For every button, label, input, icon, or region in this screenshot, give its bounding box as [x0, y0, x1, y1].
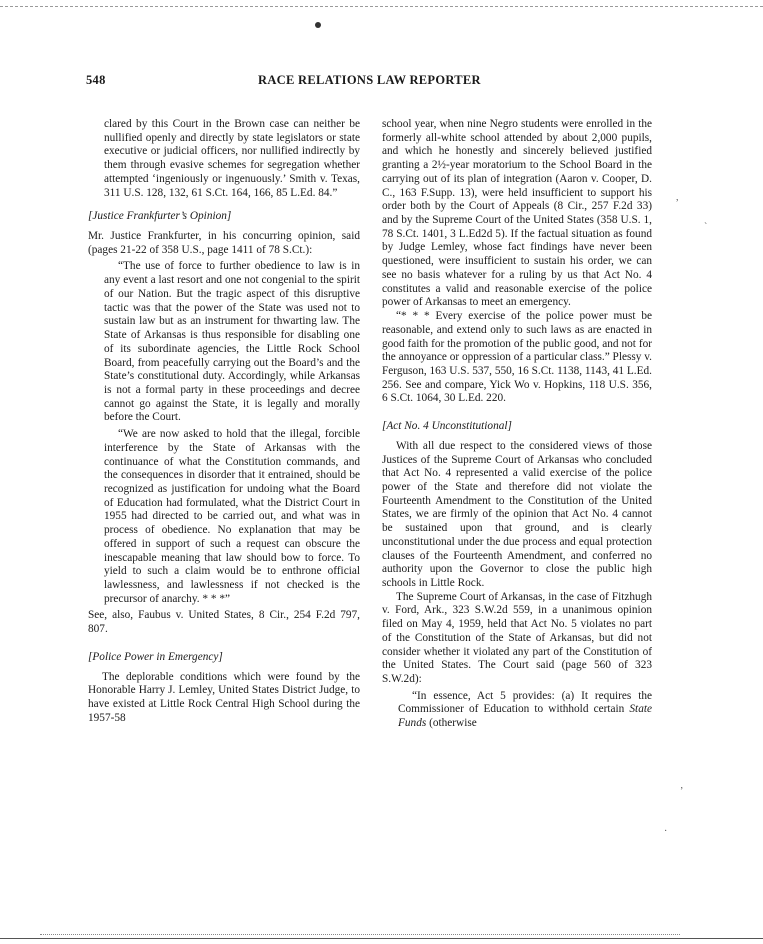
heading-police-power: [Police Power in Emergency]	[88, 650, 223, 663]
scan-edge-bottom-dotted	[40, 934, 680, 935]
moratorium-paragraph: school year, when nine Negro students were enrolled in the formerly all-white school attended by about 2,000 pupils, and which he honestly and sincerely believed justified granting a 2½-year moratorium to the School Board in the carrying out of its plan of integration (Aaron v. Cooper, D. C., 163 F.Supp. 13), were held insufficient to support his order both by the Court of Appeals (8 Cir., 257 F.2d 33) and by the Supreme Court of the United States (358 U.S. 1, 78 S.Ct. 1401, 3 L.Ed2d 5). If the factual situation as found by Judge Lemley, whose fact findings have never been questioned, were insufficient to sustain his order, we can see no basis whatever for a ruling by us that Act No. 4 constitutes a valid and reasonable exercise of the police power of Arkansas to meet an emergency.	[382, 118, 652, 309]
act-5-quote	[382, 690, 652, 731]
scan-edge-bottom	[0, 938, 763, 939]
opening-quote-continuation: clared by this Court in the Brown case can neither be nullified openly and directly by state legislators or state executive or judicial officers, nor nullified indirectly by them through evasive schemes for segregation whether attempted ‘ingeniously or ingenuously.’ Smith v. Texas, 311 U.S. 128, 132, 61 S.Ct. 164, 166, 85 L.Ed. 84.”	[104, 118, 360, 199]
state-funds-italic: State Funds	[398, 703, 652, 730]
frankfurter-intro-paragraph: Mr. Justice Frankfurter, in his concurring opinion, said (pages 21-22 of 358 U.S., page 1411 of 78 S.Ct.):	[88, 230, 360, 256]
act-5-quote-tail: (otherwise	[426, 717, 477, 730]
heading-act-4-unconstitutional: [Act No. 4 Unconstitutional]	[382, 420, 512, 433]
left-column	[88, 118, 360, 725]
frankfurter-quote-2: “We are now asked to hold that the illegal, forcible interference by the State of Arkansas with the continuance of what the Constitution commands, and the consequences in disorder that it entrained, should be recognized as justification for undoing what the Board of Education had formulated, what the District Court in 1955 had directed to be carried out, and what was in process of obedience. No explanation that may be offered in support of such a request can obscure the inescapable meaning that law should bow to force. To yield to such a claim would be to enthrone official lawlessness, and lawlessness if not checked is the precursor of anarchy. * * *”	[104, 428, 360, 605]
scan-edge-top	[0, 6, 763, 7]
margin-speck: ’	[680, 786, 684, 797]
heading-frankfurter-opinion: [Justice Frankfurter’s Opinion]	[88, 210, 232, 223]
fitzhugh-paragraph: The Supreme Court of Arkansas, in the case of Fitzhugh v. Ford, Ark., 323 S.W.2d 559, in a unanimous opinion filed on May 4, 1959, held that Act No. 5 violates no part of the Constitution of the State of Arkansas, but did not consider whether it violated any part of the Constitution of the United States. The Court said (page 560 of 323 S.W.2d):	[382, 590, 652, 686]
see-also-citation: See, also, Faubus v. United States, 8 Cir., 254 F.2d 797, 807.	[88, 609, 360, 636]
act-4-holding-paragraph: With all due respect to the considered views of those Justices of the Supreme Court of Arkansas who concluded that Act No. 4 represented a valid exercise of the police power of the State and therefore did not violate the Fourteenth Amendment to the Constitution of the United States, we are firmly of the opinion that Act No. 4 cannot be sustained upon that ground, and is clearly unconstitutional under the due process and equal protection clauses of the Fourteenth Amendment, and conferred no authority upon the Governor to close the public high schools in Little Rock.	[382, 439, 652, 589]
punch-mark	[315, 22, 321, 28]
act-5-quote-lead: “In essence, Act 5 provides: (a) It requires the Commissioner of Education to withhold certain	[398, 689, 652, 716]
page-number: 548	[86, 73, 106, 87]
margin-speck: ,	[676, 192, 679, 203]
margin-speck: `	[704, 222, 708, 233]
plessy-quote-paragraph: “* * * Every exercise of the police power must be reasonable, and extend only to such laws as are enacted in good faith for the promotion of the public good, and not for the annoyance or oppression of a particular class.” Plessy v. Ferguson, 163 U.S. 537, 550, 16 S.Ct. 1138, 1143, 41 L.Ed. 256. See and compare, Yick Wo v. Hopkins, 118 U.S. 356, 6 S.Ct. 1064, 30 L.Ed. 220.	[382, 310, 652, 405]
frankfurter-quote-1: “The use of force to further obedience to law is in any event a last resort and one not congenial to the spirit of our Nation. But the tragic aspect of this disruptive tactic was that the power of the State was used not to sustain law but as an instrument for thwarting law. The State of Arkansas is thus responsible for disabling one of its subordinate agencies, the Little Rock School Board, from peacefully carrying out the Board’s and the State’s constitutional duty. Accordingly, while Arkansas is not a formal party in these proceedings and decree cannot go against the State, it is legally and morally before the Court.	[104, 260, 360, 424]
margin-speck: ·	[664, 826, 668, 837]
right-column	[382, 118, 652, 731]
page-header	[0, 73, 763, 91]
lemley-paragraph: The deplorable conditions which were found by the Honorable Harry J. Lemley, United States District Judge, to have existed at Little Rock Central High School during the 1957-58	[88, 670, 360, 724]
running-title: RACE RELATIONS LAW REPORTER	[258, 73, 481, 87]
